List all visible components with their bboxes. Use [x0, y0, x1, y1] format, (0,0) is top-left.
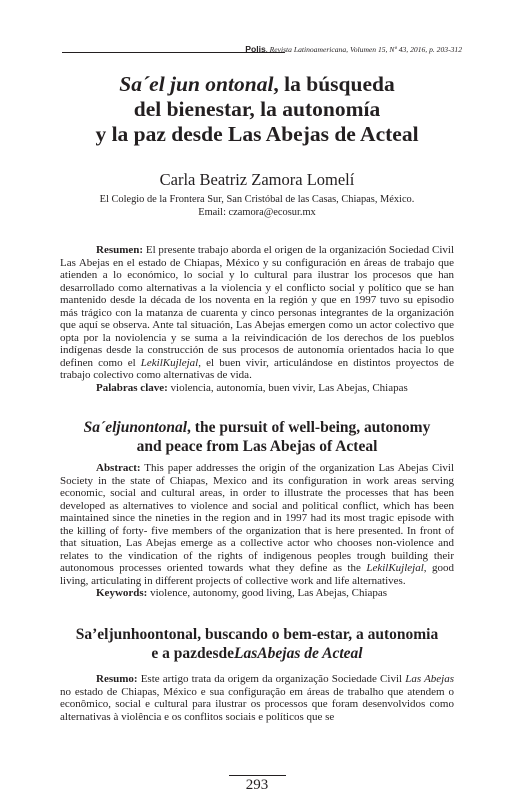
keywords-label: Keywords:	[96, 587, 148, 599]
english-title-italic: Sa´eljunontonal	[83, 419, 188, 436]
abstract-section	[60, 462, 454, 600]
portuguese-title-line2-plain: e a pazdesde	[151, 645, 235, 662]
title-italic: Sa´el jun ontonal	[119, 72, 274, 96]
page-number: 293	[245, 777, 269, 793]
english-title-line1-rest: , the pursuit of well-being, autonomy	[187, 419, 431, 436]
resumo-text-1: Este artigo trata da origem da organização Sociedade Civil	[137, 673, 406, 685]
abstract-text-2: , good living, articulating in different projects of collective work and life alternatives.	[60, 562, 455, 587]
resumo-section	[60, 673, 454, 723]
author-name: Carla Beatriz Zamora Lomelí	[159, 170, 355, 189]
author-email: Email: czamora@ecosur.mx	[198, 207, 316, 218]
abstract-italic: LekilKujlejal	[366, 562, 424, 574]
abstract-text-1: This paper addresses the origin of the organization Las Abejas Civil Society in the state of Chiapas, Mexico and its configuration in work areas serving economic, social and cultural areas, in order to illustrate the processes that has been developed as alternatives to violence and social and political conflict, which has been maintained since the nineties in the region and in 1997 had its most tragic episode with the killing of forty- five members of the organization that is here presented. In front of that situation, Las Abejas emerge as a collective actor who chooses non-violence and relates to the vindication of the rights of indigenous peoples trough building their autonomous processes oriented towards what they define as the	[60, 462, 454, 574]
journal-citation	[245, 44, 462, 54]
journal-name: Polis	[245, 44, 266, 54]
title-line1-rest: , la búsqueda	[273, 72, 395, 96]
portuguese-title	[40, 625, 474, 663]
portuguese-title-line2-italic: LasAbejas de Acteal	[234, 645, 363, 662]
resumen-italic: LekilKujlejal	[140, 356, 199, 369]
keywords	[60, 587, 454, 600]
resumo-label: Resumo:	[96, 673, 138, 685]
title-line3: y la paz desde Las Abejas de Acteal	[95, 122, 419, 146]
footer-rule	[229, 775, 286, 776]
palabras-clave-label: Palabras clave:	[96, 381, 168, 394]
resumen-section	[60, 244, 454, 394]
title-line2: del bienestar, la autonomía	[133, 97, 381, 121]
portuguese-title-line1: Sa’eljunhoontonal, buscando o bem-estar, a autonomia	[75, 626, 439, 643]
palabras-clave-text: violencia, autonomía, buen vivir, Las Abejas, Chiapas	[167, 381, 408, 394]
keywords-text: violence, autonomy, good living, Las Abejas, Chiapas	[147, 587, 388, 599]
resumen-text-1: El presente trabajo aborda el origen de la organización Sociedad Civil Las Abejas en el estado de Chiapas, México y su configuración en áreas de trabajo que atienden a lo económico, lo social y lo cultural para ilustrar los procesos que han desarrollado como alternativas a la violencia y el conflicto social y político que se han mantenido desde la década de los noventa en la región y que en 1997 tuvo su episodio más trágico con la matanza de cuarenta y cinco personas integrantes de la organización que aquí se observa. Ante tal situación, Las Abejas emergen como un actor colectivo que opta por la noviolencia y se suma a la reivindicación de los derechos de los pueblos indígenas desde la construcción de sus procesos de autonomía orientados hacia lo que definen como el	[60, 244, 454, 369]
english-title	[40, 418, 474, 456]
resumo-text-2: no estado de Chiapas, México e sua configuração em áreas de trabalho que atendem o econômico, social e cultural para ilustrar os processos que foram desenvolvidos como alternativas à violência e os conflitos sociais e políticos que se	[60, 685, 454, 723]
abstract-label: Abstract:	[96, 462, 141, 474]
resumo-italic: Las Abejas	[405, 673, 455, 685]
citation-text: , Revista Latinoamericana, Volumen 15, Nº 43, 2016, p. 203-312	[265, 45, 462, 54]
resumen-label: Resumen:	[96, 244, 144, 256]
institution: El Colegio de la Frontera Sur, San Cristóbal de las Casas, Chiapas, México.	[99, 194, 415, 205]
palabras-clave	[60, 382, 454, 395]
article-title	[40, 72, 474, 147]
resumen-text-2: , el buen vivir, articulándose en distintos proyectos de trabajo colectivo como alternativas de vida.	[60, 356, 454, 381]
author-affiliation	[40, 193, 474, 219]
english-title-line2: and peace from Las Abejas of Acteal	[136, 438, 378, 455]
running-header	[62, 44, 462, 60]
